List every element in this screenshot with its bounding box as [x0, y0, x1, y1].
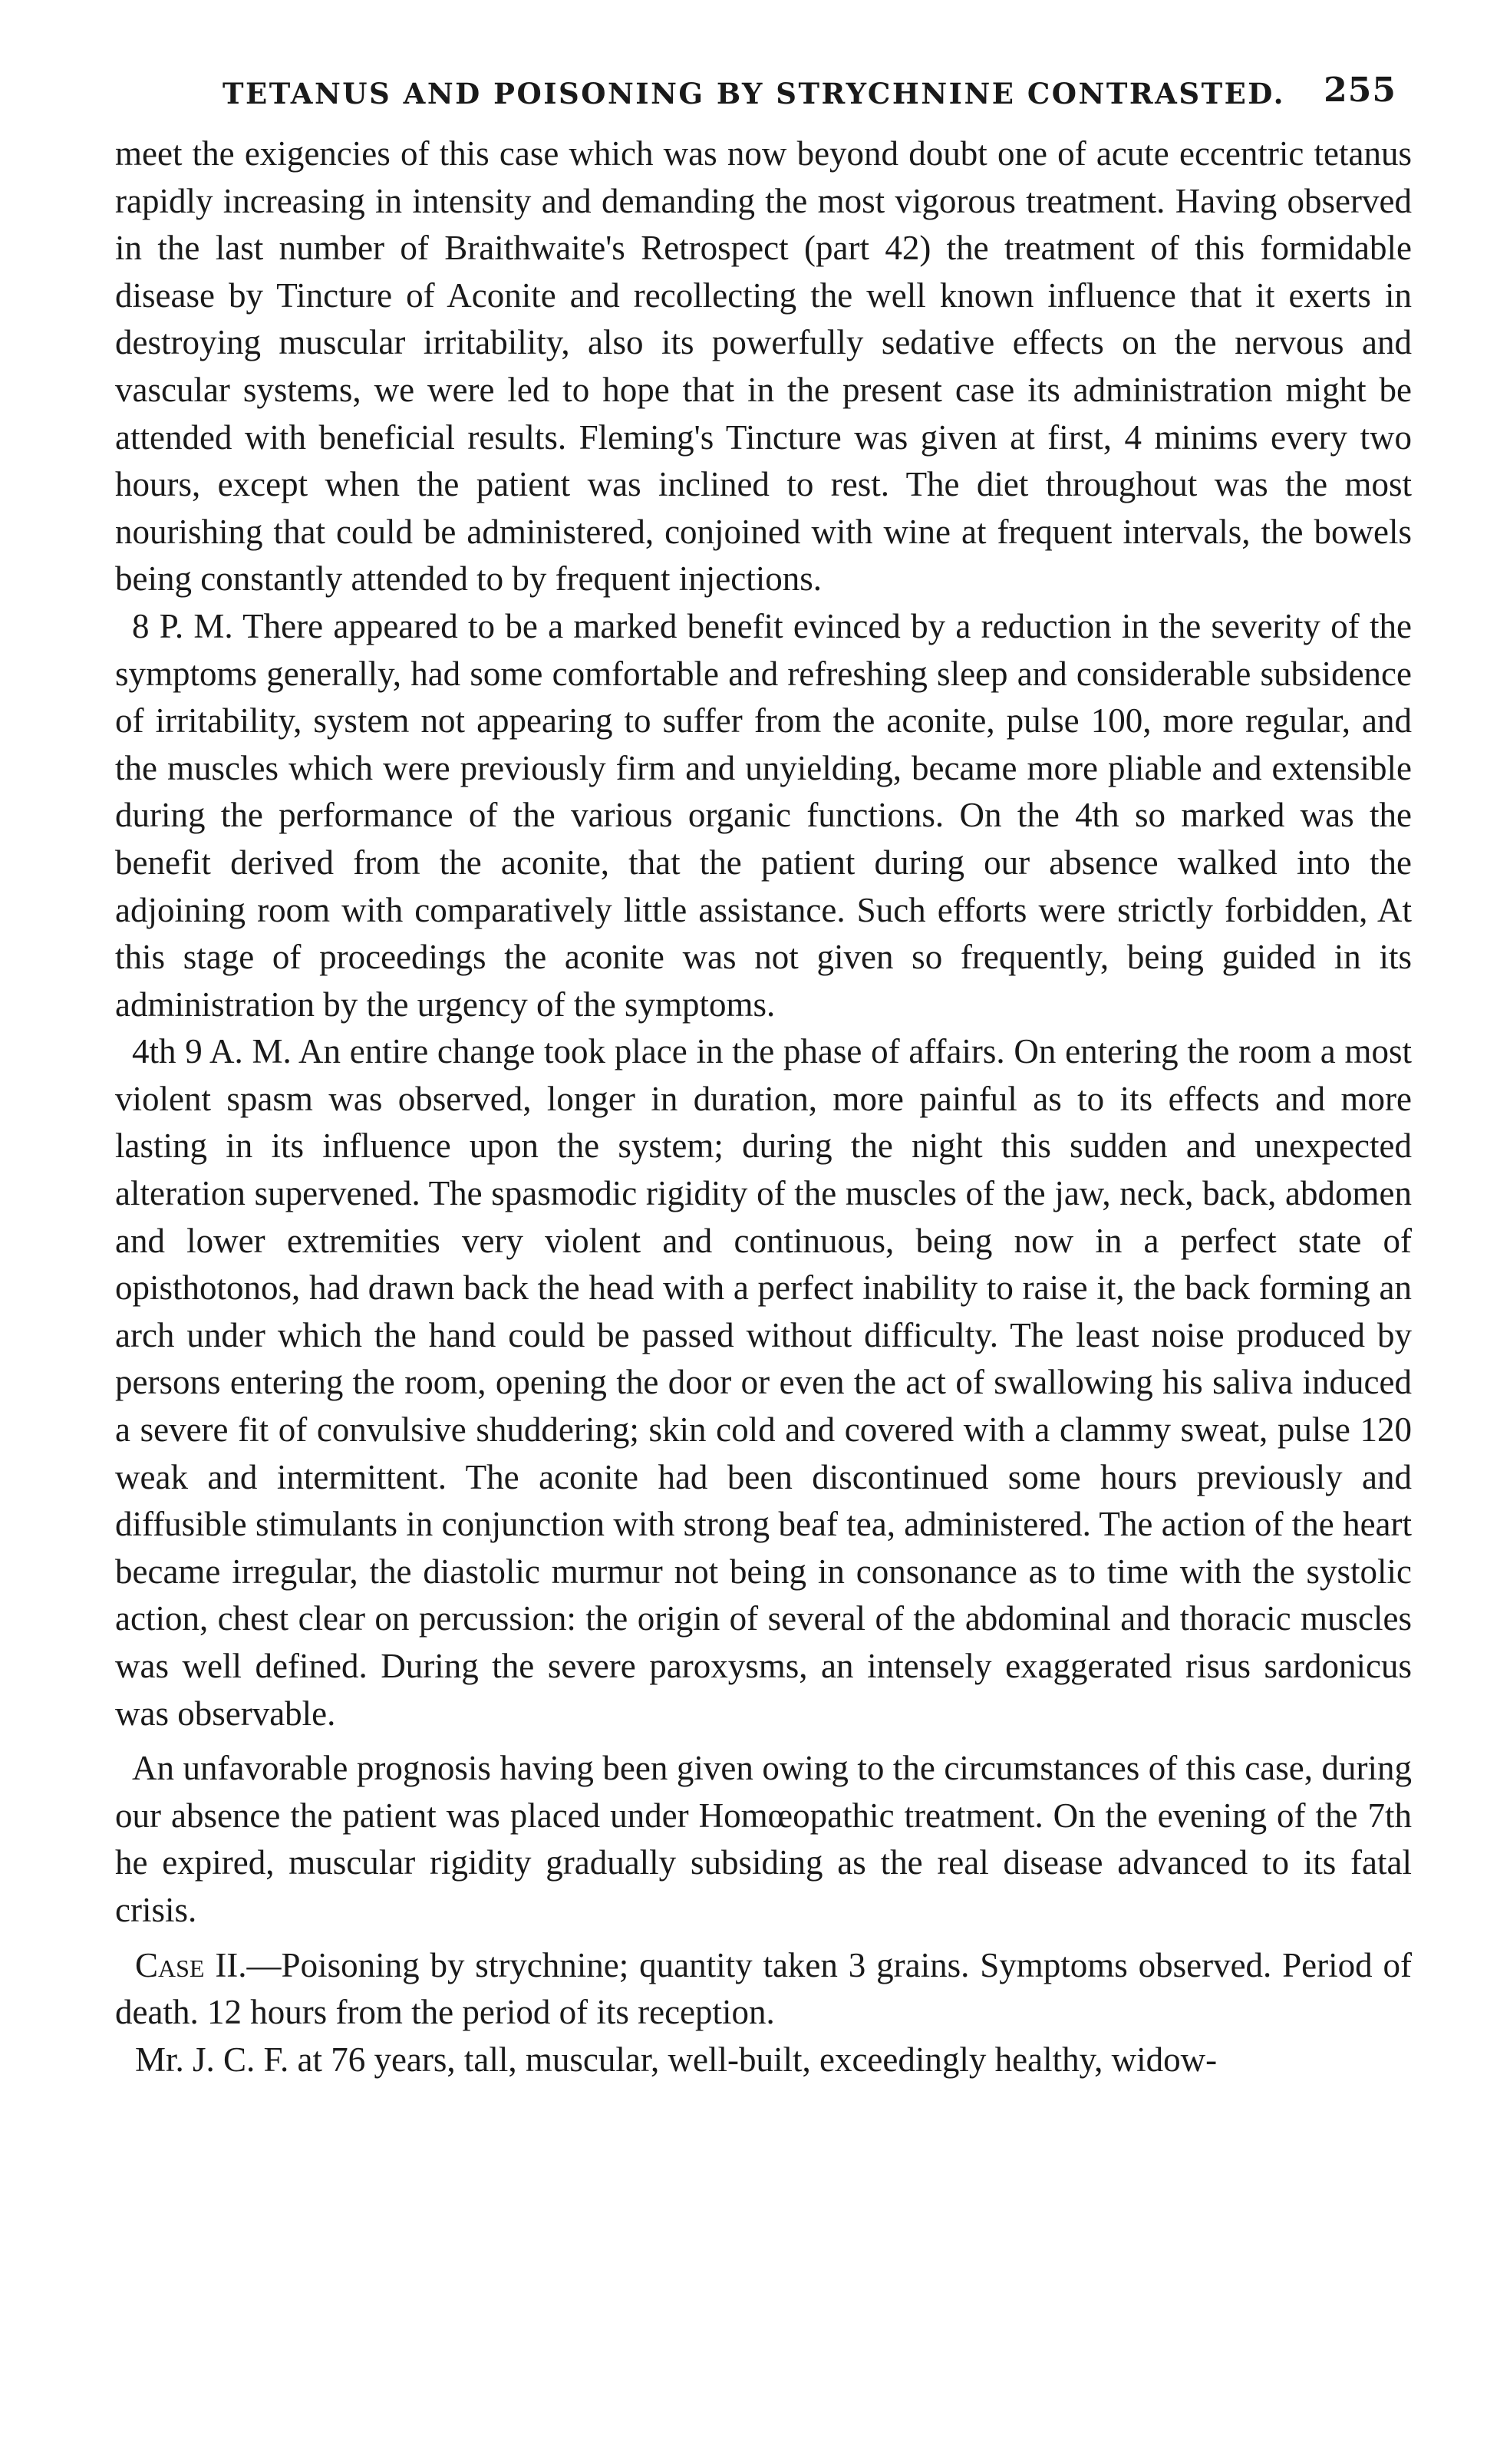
paragraph-2: 8 P. M. There appeared to be a marked benefit evinced by a reduction in the severity of the symptoms generally, had some comfortable and refreshing sleep and considerable subsidence of irritability, system not appearing to suffer from the aconite, pulse 100, more regular, and the muscles which were previously firm and unyielding, became more pliable and extensible during the performance of the various organic functions. On the 4th so marked was the benefit derived from the aconite, that the patient during our absence walked into the adjoining room with comparatively little assistance. Such efforts were strictly forbidden, At this stage of proceedings the aconite was not given so frequently, being guided in its administration by the urgency of the symptoms.: [115, 606, 1412, 1024]
paragraph-4: An unfavorable prognosis having been given owing to the circumstances of this case, during our absence the patient was placed under Homœopathic treatment. On the evening of the 7th he expired, muscular rigidity gradually subsiding as the real disease advanced to its fatal crisis.: [115, 1749, 1412, 1929]
running-header: [223, 71, 1396, 117]
case-heading: Case II.: [135, 1945, 247, 1984]
page-number: 255: [1324, 71, 1396, 110]
paragraph-6: Mr. J. C. F. at 76 years, tall, muscular, well-built, exceedingly healthy, widow-: [135, 2040, 1218, 2079]
running-title: TETANUS AND POISONING BY STRYCHNINE CONTRASTED.: [223, 77, 1285, 111]
paragraph-5: [115, 1942, 1412, 2037]
paragraph-3: 4th 9 A. M. An entire change took place in the phase of affairs. On entering the room a most violent spasm was observed, longer in duration, more painful as to its effects and more lasting in its influence upon the system; during the night this sudden and unexpected alteration supervened. The spasmodic rigidity of the muscles of the jaw, neck, back, abdomen and lower extremities very violent and continuous, being now in a perfect state of opisthotonos, had drawn back the head with a perfect inability to raise it, the back forming an arch under which the hand could be passed without difficulty. The least noise produced by persons entering the room, opening the door or even the act of swallowing his saliva induced a severe fit of convulsive shuddering; skin cold and covered with a clammy sweat, pulse 120 weak and intermittent. The aconite had been discontinued some hours previously and diffusible stimulants in conjunction with strong beaf tea, administered. The action of the heart became irregular, the diastolic murmur not being in consonance as to time with the systolic action, chest clear on percussion: the origin of several of the abdominal and thoracic muscles was well defined. During the severe paroxysms, an intensely exaggerated risus sardonicus was observable.: [115, 1032, 1412, 1733]
paragraph-1: meet the exigencies of this case which was now beyond doubt one of acute eccentric tetanus rapidly increasing in intensity and demanding the most vigorous treatment. Having observed in the last number of Braithwaite's Retrospect (part 42) the treatment of this formidable disease by Tincture of Aconite and recollecting the well known influence that it exerts in destroying muscular irritability, also its powerfully sedative effects on the nervous and vascular systems, we were led to hope that in the present case its administration might be attended with beneficial results. Fleming's Tincture was given at first, 4 minims every two hours, except when the patient was inclined to rest. The diet throughout was the most nourishing that could be administered, conjoined with wine at frequent intervals, the bowels being constantly attended to by frequent injections.: [115, 134, 1412, 599]
body-text: [115, 130, 1412, 2083]
case-description: —Poisoning by strychnine; quantity taken 3 grains. Symptoms observed. Period of death. 12 hours from the period of its reception.: [115, 1945, 1412, 2032]
